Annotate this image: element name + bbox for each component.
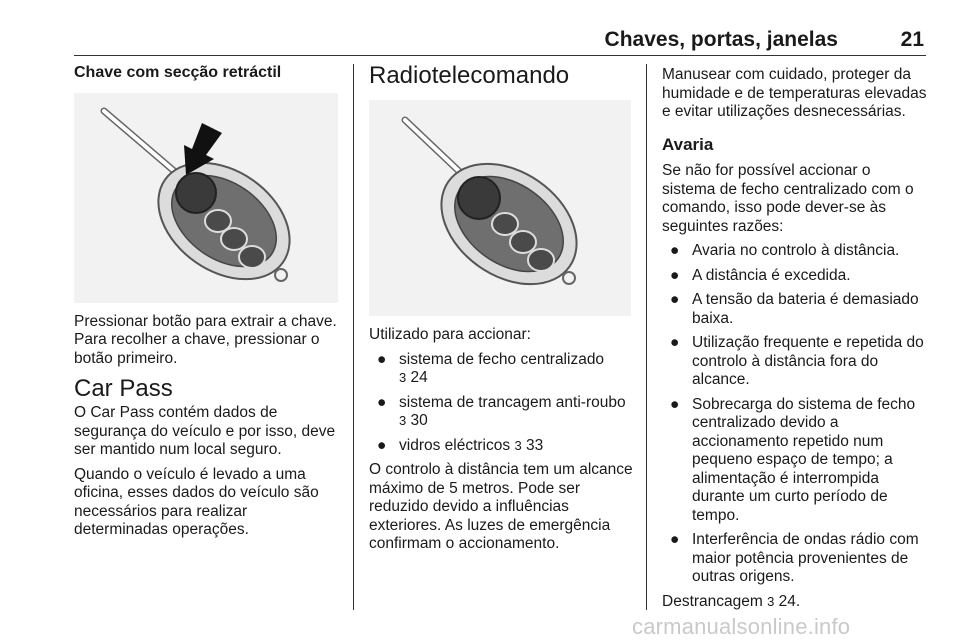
column-rule-1 (353, 64, 354, 610)
fault-heading: Avaria (662, 134, 714, 154)
column-3 (662, 62, 928, 617)
column-2 (369, 62, 633, 560)
list-item-text: sistema de fecho centralizado (399, 350, 605, 368)
list-item-text: vidros eléctricos (399, 436, 511, 454)
remote-key-figure (369, 100, 631, 316)
watermark-text: carmanualsonline.info (632, 614, 851, 639)
retractable-key-figure (74, 93, 338, 303)
list-item (369, 394, 633, 431)
unlocking-label: Destrancagem (662, 592, 763, 610)
bullet-icon: ● (670, 395, 680, 413)
key-section-heading: Chave com secção retráctil (74, 64, 282, 81)
list-item (662, 396, 928, 526)
list-item (662, 334, 928, 390)
page-reference[interactable]: 30 (410, 412, 428, 429)
remote-functions-list (369, 351, 633, 456)
bullet-icon: ● (670, 531, 680, 548)
page-reference-icon: 3 (514, 437, 522, 453)
column-rule-2 (646, 64, 647, 610)
remote-range-paragraph: O controlo à distância tem um alcance máximo de 5 metros. Pode ser reduzido devido a influências exteriores. As luzes de emergência confirmam o accionamento. (369, 461, 633, 552)
list-item-text: Avaria no controlo à distância. (692, 242, 900, 259)
list-item (662, 531, 928, 587)
column-1 (74, 62, 342, 546)
retractable-key-illustration (74, 93, 338, 303)
remote-key-illustration (369, 100, 631, 316)
page-reference-icon: 3 (399, 370, 407, 385)
bullet-icon: ● (670, 242, 680, 259)
car-pass-paragraph-2: Quando o veículo é levado a uma oficina, esses dados do veículo são necessários para realizar determinadas operações. (74, 465, 319, 538)
list-item (662, 242, 928, 261)
header-title: Chaves, portas, janelas (604, 28, 838, 51)
remote-control-title: Radiotelecomando (369, 62, 570, 89)
fault-causes-list (662, 242, 928, 587)
list-item (369, 437, 633, 456)
bullet-icon: ● (670, 334, 680, 351)
page-reference-icon: 3 (767, 593, 775, 609)
list-item (662, 291, 928, 328)
page-reference[interactable]: 24 (410, 369, 428, 386)
fault-intro-paragraph: Se não for possível accionar o sistema de fecho centralizado com o comando, isso pode dever-se às seguintes razões: (662, 162, 914, 235)
page-number: 21 (900, 28, 924, 51)
header-rule (74, 55, 926, 56)
page-reference[interactable]: 24. (778, 592, 801, 610)
handling-paragraph: Manusear com cuidado, proteger da humidade e de temperaturas elevadas e evitar utilizações desnecessárias. (662, 66, 927, 120)
list-item-text: sistema de trancagem anti-roubo (399, 393, 626, 411)
list-item (662, 267, 928, 286)
page-reference[interactable]: 33 (525, 436, 544, 454)
list-item (369, 351, 633, 388)
car-pass-paragraph-1: O Car Pass contém dados de segurança do veículo e por isso, deve ser mantido num local seguro. (74, 404, 336, 458)
bullet-icon: ● (377, 350, 387, 368)
key-instruction-text: Pressionar botão para extrair a chave. Para recolher a chave, pressionar o botão primeiro. (74, 312, 337, 367)
list-item-text: A tensão da bateria é demasiado baixa. (692, 291, 919, 327)
list-item-text: Utilização frequente e repetida do controlo à distância fora do alcance. (692, 334, 924, 388)
page-reference-icon: 3 (399, 413, 407, 428)
bullet-icon: ● (670, 291, 680, 308)
bullet-icon: ● (377, 393, 387, 411)
bullet-icon: ● (670, 266, 680, 284)
unlocking-reference-line (662, 593, 928, 612)
remote-intro-text: Utilizado para accionar: (369, 326, 531, 343)
list-item-text: A distância é excedida. (692, 266, 851, 284)
car-pass-title: Car Pass (74, 375, 173, 402)
list-item-text: Sobrecarga do sistema de fecho centralizado devido a accionamento repetido num pequeno espaço de tempo; a alimentação é interrompida durante um curto período de tempo. (692, 395, 916, 524)
bullet-icon: ● (377, 436, 387, 454)
list-item-text: Interferência de ondas rádio com maior potência provenientes de outras origens. (692, 531, 919, 585)
